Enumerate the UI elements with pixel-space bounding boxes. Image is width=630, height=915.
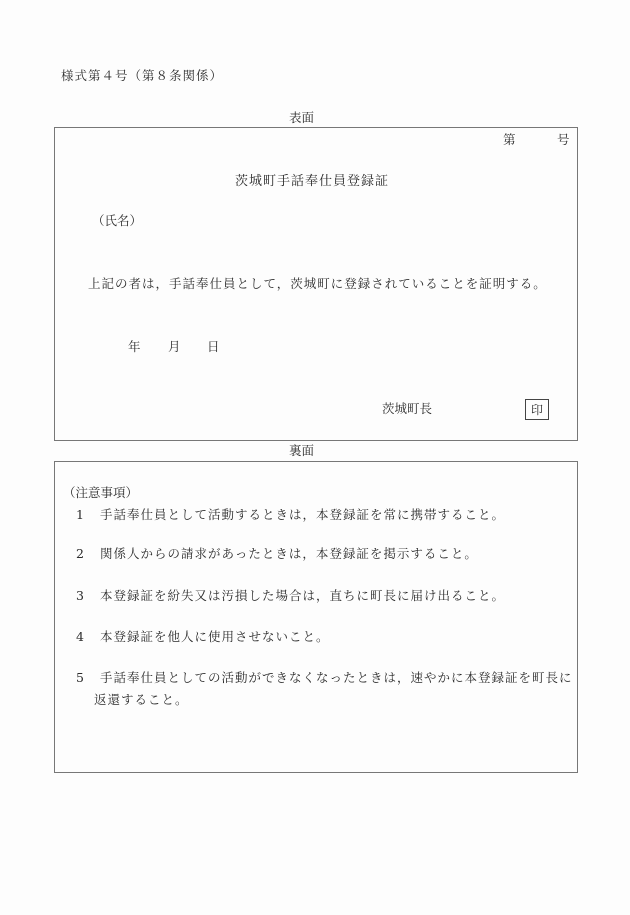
- issuer-label: 茨城町長: [382, 401, 433, 416]
- certification-text: 上記の者は，手話奉仕員として，茨城町に登録されていることを証明する。: [88, 276, 547, 291]
- certificate-title: 茨城町手話奉仕員登録証: [235, 174, 390, 189]
- note-text: 本登録証を他人に使用させないこと。: [100, 629, 330, 644]
- note-text: 手話奉仕員としての活動ができなくなったときは，速やかに本登録証を町長に: [100, 670, 573, 685]
- front-section-label: 表面: [289, 110, 315, 125]
- note-text: 手話奉仕員として活動するときは，本登録証を常に携帯すること。: [100, 507, 506, 522]
- note-number: 5: [76, 670, 84, 685]
- name-label: （氏名）: [92, 213, 143, 228]
- note-number: 2: [76, 546, 84, 561]
- registration-number-prefix: 第: [503, 132, 516, 147]
- registration-number-suffix: 号: [557, 132, 570, 147]
- seal-box: [525, 399, 549, 420]
- date-month-label: 月: [168, 339, 181, 354]
- note-number: 3: [76, 588, 84, 603]
- note-number: 4: [76, 629, 84, 644]
- back-section-label: 裏面: [289, 443, 315, 458]
- note-text: 関係人からの請求があったときは，本登録証を掲示すること。: [100, 546, 478, 561]
- notes-heading: （注意事項）: [63, 485, 139, 500]
- note-text: 本登録証を紛失又は汚損した場合は，直ちに町長に届け出ること。: [100, 588, 506, 603]
- seal-label: 印: [530, 403, 543, 417]
- date-day-label: 日: [207, 339, 220, 354]
- note-number: 1: [76, 507, 84, 522]
- note-text-continuation: 返還すること。: [94, 692, 189, 707]
- date-year-label: 年: [128, 339, 141, 354]
- form-number: 様式第４号（第８条関係）: [61, 68, 224, 83]
